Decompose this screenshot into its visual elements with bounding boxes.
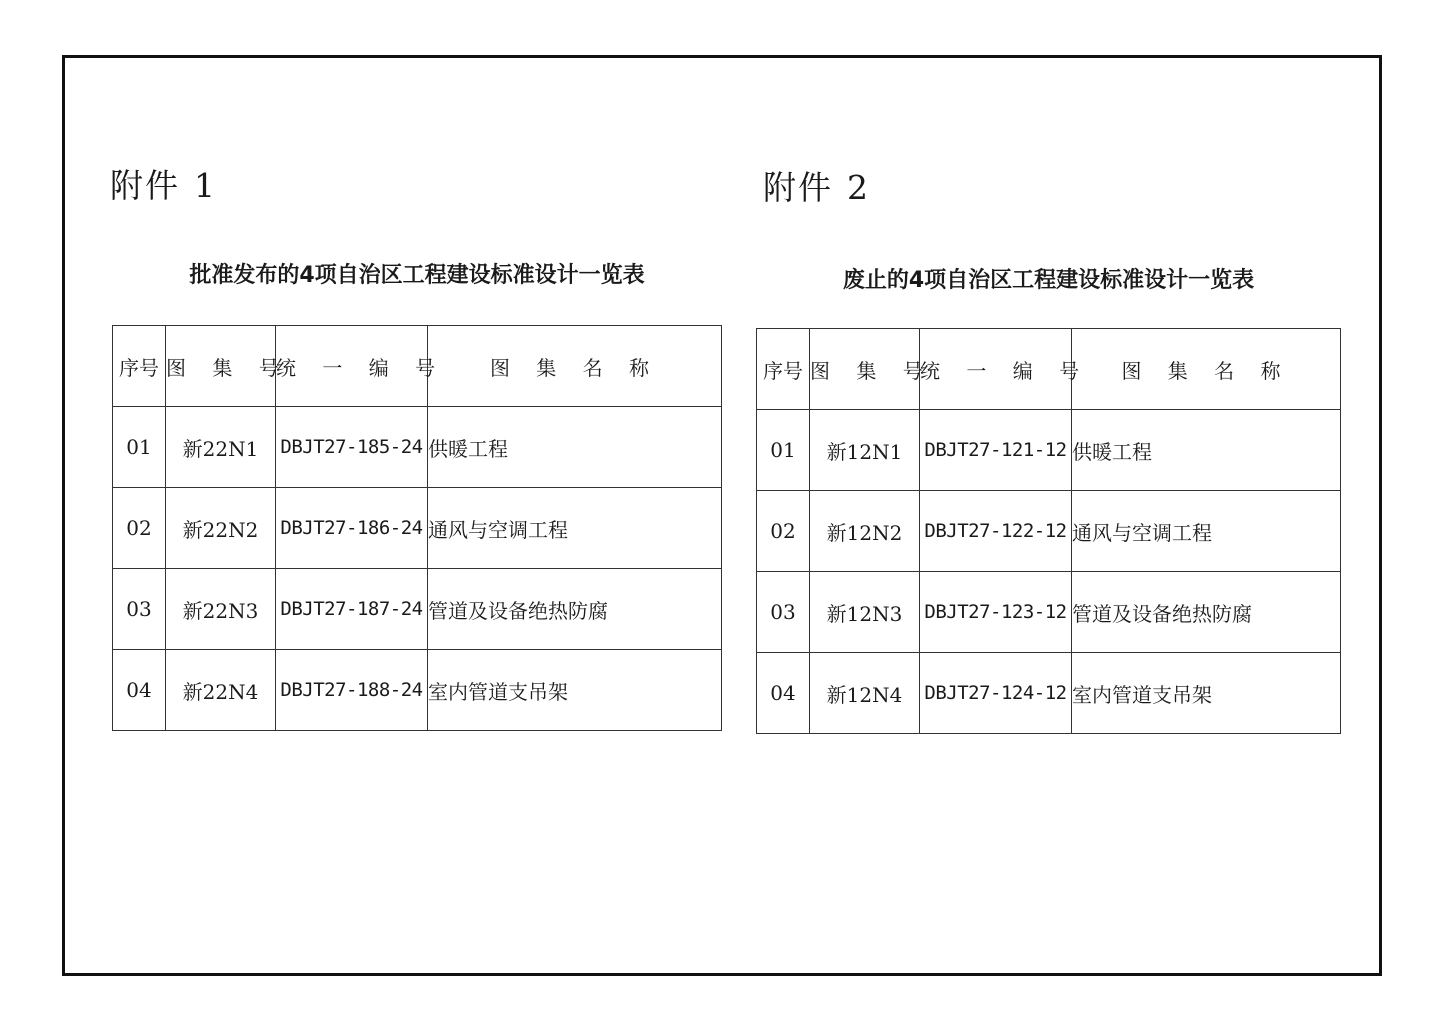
attachment-1-number: 1 <box>194 166 217 205</box>
header-atlas-name: 图 集 名 称 <box>428 326 722 407</box>
table-header-row <box>113 326 722 407</box>
cell-atlas-no: 新22N1 <box>166 407 276 488</box>
cell-unified-no: DBJT27-188-24 <box>276 650 428 731</box>
approved-table-caption: 批准发布的4项自治区工程建设标准设计一览表 <box>189 263 645 288</box>
cell-unified-no: DBJT27-186-24 <box>276 488 428 569</box>
cell-unified-no: DBJT27-124-12 <box>920 653 1072 734</box>
cell-seq: 02 <box>113 488 166 569</box>
cell-seq: 01 <box>757 410 810 491</box>
abolished-table-caption: 废止的4项自治区工程建设标准设计一览表 <box>842 268 1255 293</box>
cell-seq: 02 <box>757 491 810 572</box>
table-row <box>113 650 722 731</box>
header-seq: 序号 <box>757 329 810 410</box>
cell-atlas-name: 通风与空调工程 <box>428 488 722 569</box>
table-row <box>113 407 722 488</box>
cell-unified-no: DBJT27-185-24 <box>276 407 428 488</box>
table-row <box>113 569 722 650</box>
cell-unified-no: DBJT27-123-12 <box>920 572 1072 653</box>
cell-atlas-no: 新12N2 <box>810 491 920 572</box>
header-atlas-name: 图 集 名 称 <box>1072 329 1341 410</box>
abolished-standards-table <box>756 328 1341 734</box>
table-row <box>757 491 1341 572</box>
header-atlas-no: 图 集 号 <box>166 326 276 407</box>
attachment-2-label: 附件 <box>763 168 833 207</box>
cell-atlas-name: 室内管道支吊架 <box>428 650 722 731</box>
cell-atlas-name: 通风与空调工程 <box>1072 491 1341 572</box>
cell-atlas-name: 室内管道支吊架 <box>1072 653 1341 734</box>
cell-seq: 03 <box>757 572 810 653</box>
table-row <box>113 488 722 569</box>
attachment-2-number: 2 <box>847 168 870 207</box>
attachment-1-label: 附件 <box>110 166 180 205</box>
table-header-row <box>757 329 1341 410</box>
table-row <box>757 572 1341 653</box>
cell-atlas-no: 新12N3 <box>810 572 920 653</box>
cell-unified-no: DBJT27-187-24 <box>276 569 428 650</box>
cell-atlas-no: 新12N4 <box>810 653 920 734</box>
cell-atlas-name: 管道及设备绝热防腐 <box>428 569 722 650</box>
cell-unified-no: DBJT27-122-12 <box>920 491 1072 572</box>
cell-atlas-no: 新22N4 <box>166 650 276 731</box>
table-row <box>757 410 1341 491</box>
table-row <box>757 653 1341 734</box>
cell-seq: 03 <box>113 569 166 650</box>
header-unified-no: 统 一 编 号 <box>920 329 1072 410</box>
cell-atlas-no: 新12N1 <box>810 410 920 491</box>
cell-seq: 04 <box>113 650 166 731</box>
approved-standards-table <box>112 325 722 731</box>
cell-seq: 04 <box>757 653 810 734</box>
cell-atlas-name: 管道及设备绝热防腐 <box>1072 572 1341 653</box>
attachment-1-heading <box>110 160 217 207</box>
cell-seq: 01 <box>113 407 166 488</box>
attachment-2-heading <box>763 162 870 209</box>
header-seq: 序号 <box>113 326 166 407</box>
cell-atlas-no: 新22N2 <box>166 488 276 569</box>
cell-atlas-name: 供暖工程 <box>428 407 722 488</box>
header-unified-no: 统 一 编 号 <box>276 326 428 407</box>
header-atlas-no: 图 集 号 <box>810 329 920 410</box>
cell-atlas-no: 新22N3 <box>166 569 276 650</box>
cell-unified-no: DBJT27-121-12 <box>920 410 1072 491</box>
cell-atlas-name: 供暖工程 <box>1072 410 1341 491</box>
